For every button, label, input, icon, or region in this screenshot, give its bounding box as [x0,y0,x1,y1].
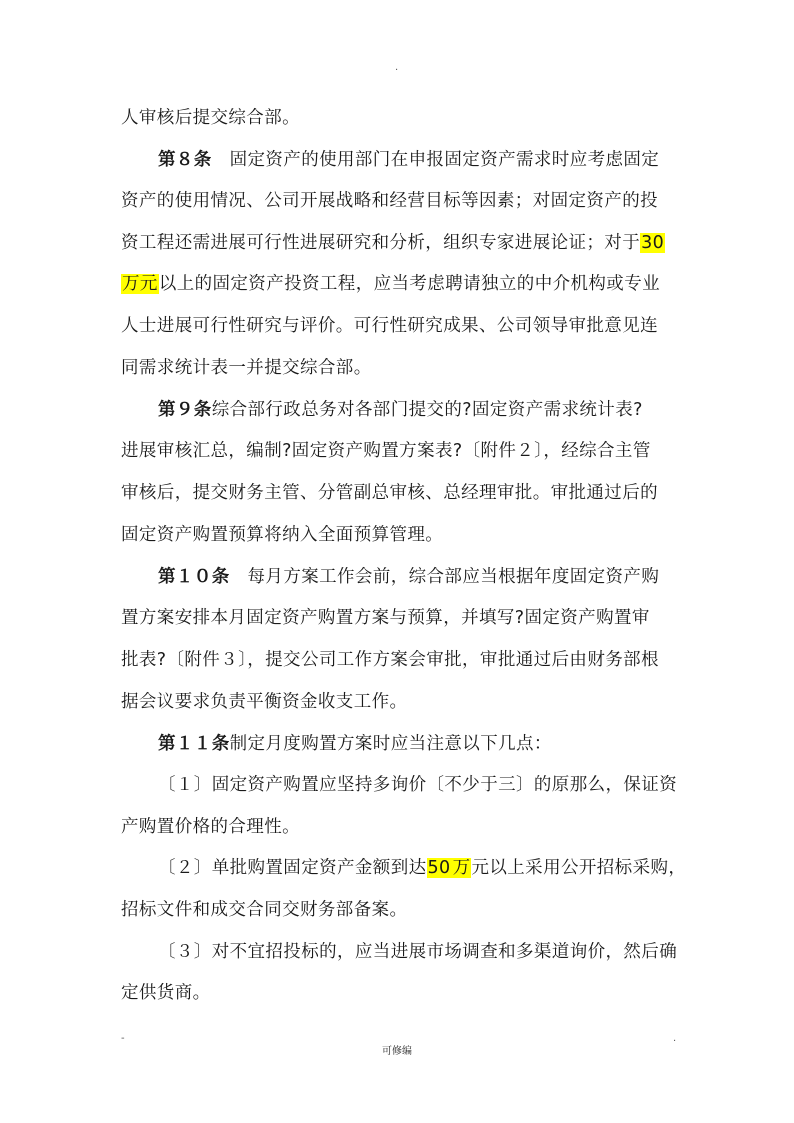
article-11-label: 第１１条 [158,734,230,754]
highlight-amount: 50 [427,858,451,878]
article-9-text: 综合部行政总务对各部门提交的?固定资产需求统计表? [211,400,643,420]
paragraph-line: 据会议要求负责平衡资金收支工作。 [121,692,408,712]
paragraph-line: 进展审核汇总，编制?固定资产购置方案表?〔附件２〕，经综合主管 [121,441,651,461]
article-10-line [158,563,681,591]
paragraph-line: 招标文件和成交合同交财务部备案。 [121,900,408,920]
paragraph-text: 元以上采用公开招标采购， [471,858,687,878]
paragraph-line: 固定资产购置预算将纳入全面预算管理。 [121,525,444,545]
article-11-line [158,730,681,758]
paragraph-line: 同需求统计表一并提交综合部。 [121,358,372,378]
paragraph-text: 〔２〕单批购置固定资产金额到达 [158,858,427,878]
paragraph-line: 资产的使用情况、公司开展战略和经营目标等因素；对固定资产的投 [121,191,658,211]
paragraph-text: 以上的固定资产投资工程，应当考虑聘请独立的中介机构或专业 [158,274,661,294]
article-8-label: 第８条 [158,150,212,170]
highlight-amount: 30 [641,233,665,253]
paragraph-line [121,229,681,257]
list-item-2 [158,854,687,882]
article-10-label: 第１０条 [158,567,230,587]
header-mark: · [395,65,399,76]
paragraph-line: 批表?〔附件３〕，提交公司工作方案会审批，审批通过后由财务部根 [121,650,659,670]
paragraph-line: 人审核后提交综合部。 [121,108,300,128]
list-item-3: 〔３〕对不宜招投标的，应当进展市场调查和多渠道询价，然后确 [158,942,678,962]
paragraph-line: 审核后，提交财务主管、分管副总审核、总经理审批。审批通过后的 [121,483,658,503]
paragraph-text: 资工程还需进展可行性进展研究和分析，组织专家进展论证；对于 [121,233,641,253]
article-9-label: 第９条 [158,400,212,420]
article-10-text: 每月方案工作会前，综合部应当根据年度固定资产购 [247,567,660,587]
highlight-unit: 万元 [122,274,158,294]
article-9-line [158,396,681,424]
footer-right-mark: . [673,1033,677,1044]
paragraph-line: 人士进展可行性研究与评价。可行性研究成果、公司领导审批意见连 [121,316,658,336]
article-8-text: 固定资产的使用部门在申报固定资产需求时应考虑固定 [229,150,660,170]
highlight-unit: 万 [452,858,471,878]
paragraph-line: 产购置价格的合理性。 [121,817,300,837]
list-item-1: 〔１〕固定资产购置应坚持多询价〔不少于三〕的原那么，保证资 [158,775,678,795]
page-footer: 可修编 [382,1046,412,1057]
article-8-line [158,146,681,174]
paragraph-line [121,270,681,298]
paragraph-line: 置方案安排本月固定资产购置方案与预算，并填写?固定资产购置审 [121,608,650,628]
footer-left-mark: - [121,1033,125,1044]
paragraph-line: 定供货商。 [121,983,211,1003]
article-11-text: 制定月度购置方案时应当注意以下几点： [229,734,552,754]
